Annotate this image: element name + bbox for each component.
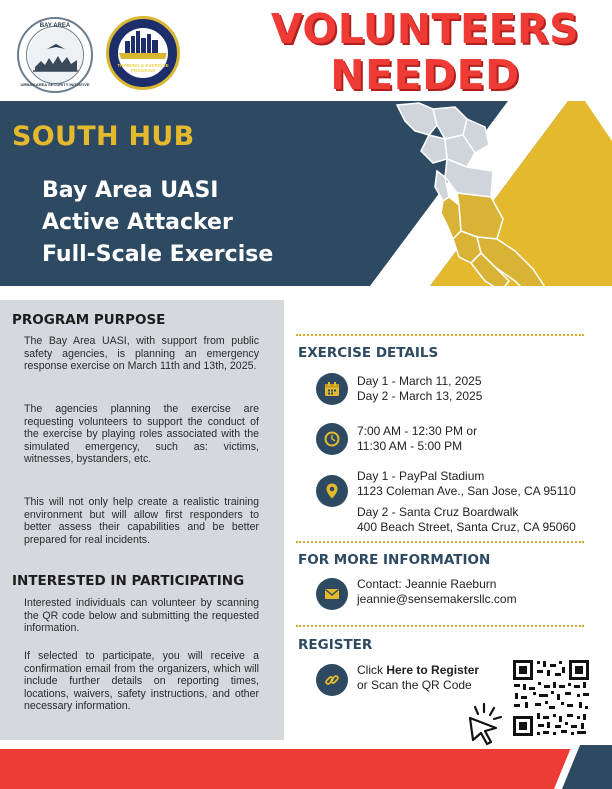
volunteers-needed-headline [260,6,590,98]
exercise-details-heading: EXERCISE DETAILS [298,345,439,361]
link-icon[interactable] [316,664,348,696]
interested-paragraph-2: If selected to participate, you will receive a confirmation email from the organizers, which will include further details on reporting times, locations, waivers, safety instructions, and other necessary information. [24,650,259,713]
headline-line1: VOLUNTEERS [270,5,580,53]
training-exercise-program-logo [106,16,180,90]
day1-location [357,469,576,498]
bay-area-map-icon [385,101,565,286]
location-pin-icon [316,475,348,507]
register-link[interactable]: Here to Register [386,663,480,677]
register-click-label: Click [357,663,387,677]
day1-date: Day 1 - March 11, 2025 [357,374,482,388]
contact-name: Contact: Jeannie Raeburn [357,577,497,591]
more-information-heading: FOR MORE INFORMATION [298,552,491,568]
title-line1: Bay Area UASI [42,178,219,203]
purpose-paragraph-1: The Bay Area UASI, with support from public safety agencies, is planning an emergency response exercise on March 11th and 13th, 2025. [24,335,259,373]
day2-date: Day 2 - March 13, 2025 [357,388,483,403]
day1-address: 1123 Coleman Ave., San Jose, CA 95110 [357,483,576,498]
register-text [357,663,479,692]
day2-address: 400 Beach Street, Santa Cruz, CA 95060 [357,519,576,534]
envelope-icon [316,578,348,610]
footer-band [0,749,612,789]
divider [296,541,584,543]
cursor-click-icon [460,700,508,748]
contact-email-link[interactable]: jeannie@sensemakersllc.com [357,591,517,606]
time-option-2: 11:30 AM - 5:00 PM [357,438,463,453]
exercise-dates [357,374,482,403]
exercise-title [42,175,273,271]
program-purpose-heading: PROGRAM PURPOSE [12,312,166,328]
contact-info [357,577,517,606]
hero-banner [0,101,612,286]
bay-area-uasi-logo [17,17,93,93]
day2-venue: Day 2 - Santa Cruz Boardwalk [357,505,519,519]
headline-line2: NEEDED [330,51,520,99]
registration-qr-code[interactable] [511,658,591,738]
day1-venue: Day 1 - PayPal Stadium [357,469,485,483]
interested-heading: INTERESTED IN PARTICIPATING [12,573,245,589]
logo1-top-text: BAY AREA [39,23,71,29]
exercise-times [357,424,477,453]
title-line3: Full-Scale Exercise [42,242,274,267]
logo2-text: TRAINING & EXERCISE PROGRAM [117,63,169,74]
south-hub-title: SOUTH HUB [12,121,195,152]
day2-location [357,505,576,534]
register-scan-label: or Scan the QR Code [357,677,472,692]
footer-corner-accent [552,745,612,789]
purpose-paragraph-2: The agencies planning the exercise are requesting volunteers to support the conduct of the exercise by playing roles associated with the simulated emergency, such as: victims, witnesses, bystanders, etc. [24,403,259,466]
logo1-bottom-text: URBAN AREA SECURITY INITIATIVE [20,82,90,87]
interested-paragraph-1: Interested individuals can volunteer by scanning the QR code below and submitting the requested information. [24,597,259,635]
divider [296,334,584,336]
divider [296,625,584,627]
register-heading: REGISTER [298,637,373,653]
clock-icon [316,423,348,455]
purpose-paragraph-3: This will not only help create a realistic training environment but will allow first responders to better assess their capabilities and be better prepared for real incidents. [24,496,259,546]
title-line2: Active Attacker [42,210,233,235]
time-option-1: 7:00 AM - 12:30 PM or [357,424,478,438]
calendar-icon [316,373,348,405]
